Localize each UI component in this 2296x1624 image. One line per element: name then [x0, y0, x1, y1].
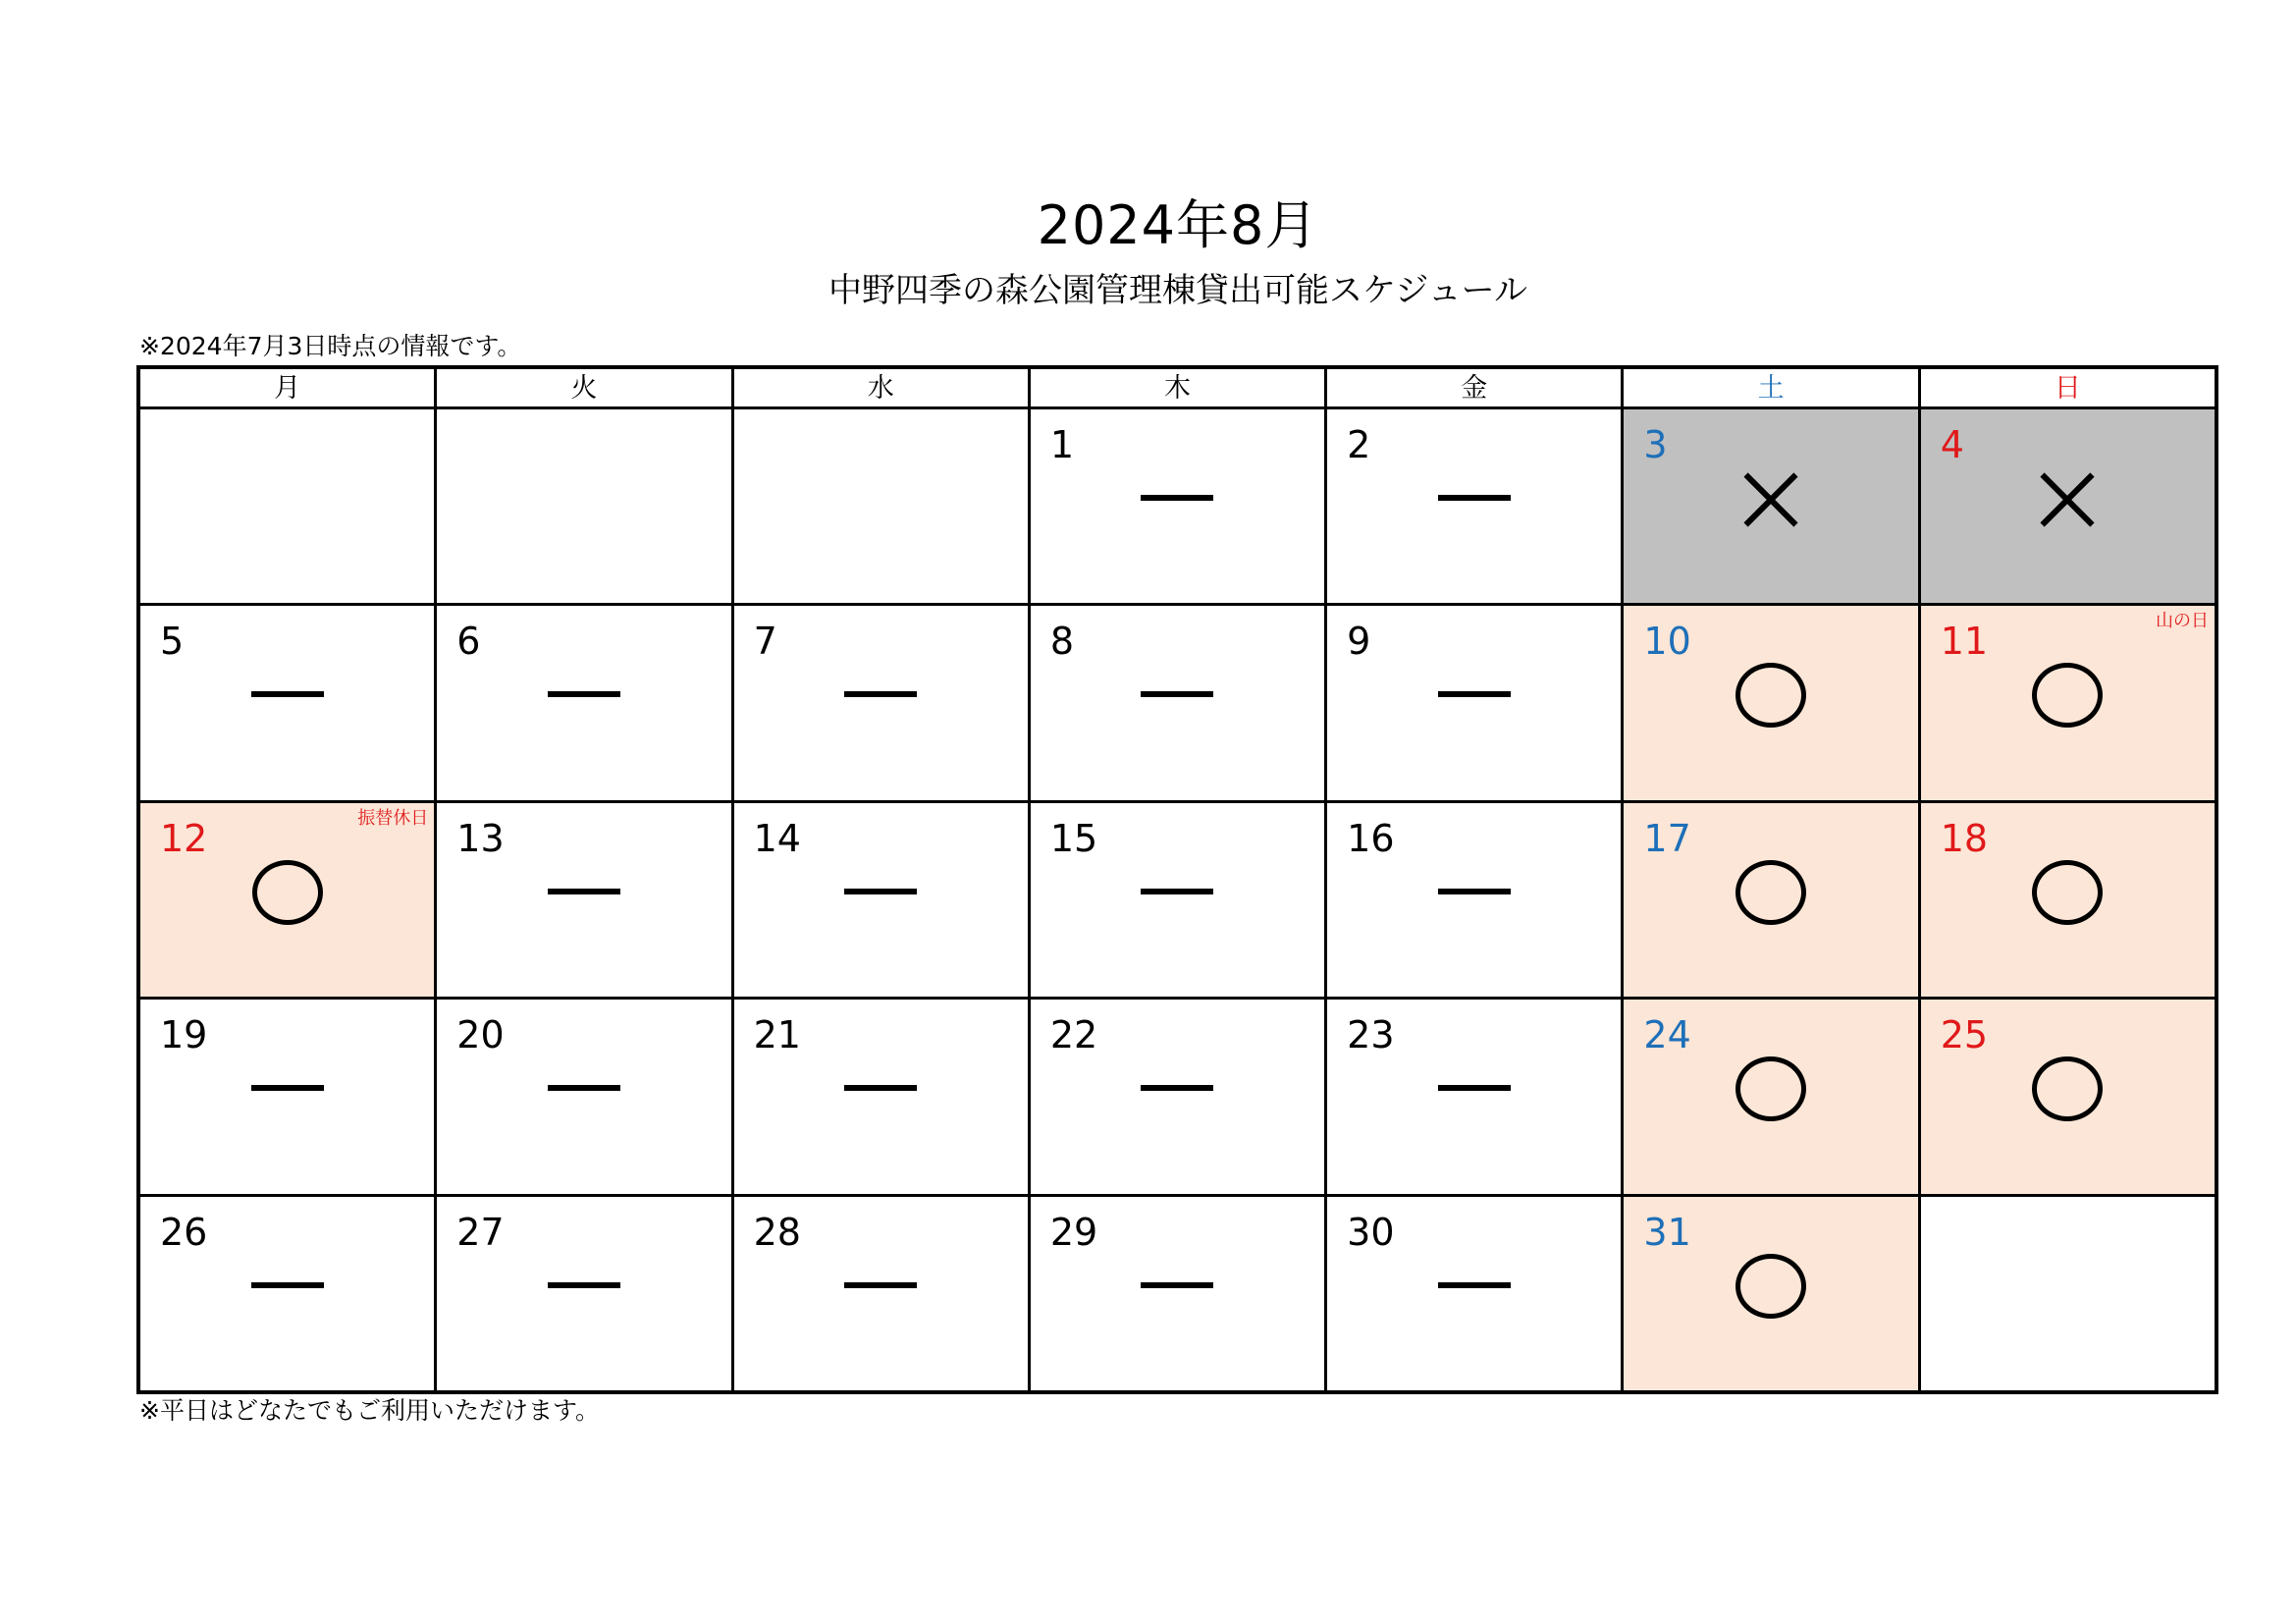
day-number: 28: [753, 1210, 801, 1254]
day-number: 4: [1940, 423, 1964, 466]
day-number: 20: [456, 1013, 505, 1057]
day-number: 14: [753, 816, 801, 860]
day-number: 27: [456, 1210, 505, 1254]
not-applicable-dash-icon: [548, 1282, 620, 1288]
available-circle-icon: [1735, 860, 1806, 925]
day-number: 25: [1940, 1013, 1989, 1057]
day-cell: [1327, 606, 1621, 799]
not-applicable-dash-icon: [1141, 1085, 1213, 1091]
day-number: 30: [1347, 1210, 1395, 1254]
not-applicable-dash-icon: [1438, 889, 1511, 894]
day-cell: [437, 1000, 730, 1193]
day-number: 22: [1049, 1013, 1098, 1057]
day-number: 12: [160, 816, 208, 860]
empty-day-cell: [140, 409, 434, 603]
calendar-subtitle: 中野四季の森公園管理棟貸出可能スケジュール: [828, 271, 1527, 310]
not-applicable-dash-icon: [1438, 691, 1511, 697]
day-cell: [437, 1197, 730, 1390]
not-applicable-dash-icon: [1141, 495, 1213, 501]
weekday-header: 木: [1031, 369, 1324, 406]
day-number: 10: [1643, 620, 1691, 664]
unavailable-cross-icon: [1741, 470, 1800, 529]
day-cell: [734, 1000, 1028, 1193]
day-cell: [1327, 1000, 1621, 1193]
day-cell: [1921, 1000, 2215, 1193]
day-cell: [437, 606, 730, 799]
day-cell: [734, 1197, 1028, 1390]
info-date-note: ※2024年7月3日時点の情報です。: [139, 332, 522, 360]
not-applicable-dash-icon: [251, 1282, 324, 1288]
day-number: 6: [456, 620, 481, 664]
day-cell: [1031, 1000, 1324, 1193]
day-number: 1: [1049, 423, 1075, 466]
not-applicable-dash-icon: [548, 691, 620, 697]
day-cell: [140, 1000, 434, 1193]
day-number: 31: [1643, 1210, 1691, 1254]
available-circle-icon: [2032, 663, 2103, 728]
day-cell: [437, 803, 730, 997]
empty-day-cell: [734, 409, 1028, 603]
available-circle-icon: [252, 860, 323, 925]
day-number: 5: [160, 620, 185, 664]
day-cell: [1624, 803, 1917, 997]
available-circle-icon: [1735, 1254, 1806, 1319]
day-number: 15: [1049, 816, 1098, 860]
day-cell: [1031, 606, 1324, 799]
empty-day-cell: [437, 409, 730, 603]
day-cell: [1624, 409, 1917, 603]
day-cell: [1921, 606, 2215, 799]
not-applicable-dash-icon: [1141, 889, 1213, 894]
day-number: 8: [1049, 620, 1075, 664]
available-circle-icon: [1735, 663, 1806, 728]
day-cell: [1921, 803, 2215, 997]
day-cell: [1327, 803, 1621, 997]
day-cell: [140, 803, 434, 997]
day-number: 29: [1049, 1210, 1098, 1254]
not-applicable-dash-icon: [1438, 1282, 1511, 1288]
not-applicable-dash-icon: [844, 1282, 917, 1288]
day-number: 26: [160, 1210, 208, 1254]
day-number: 16: [1347, 816, 1395, 860]
day-cell: [1327, 409, 1621, 603]
day-cell: [1624, 1000, 1917, 1193]
weekday-header: 日: [1921, 369, 2215, 406]
not-applicable-dash-icon: [548, 1085, 620, 1091]
day-cell: [734, 803, 1028, 997]
not-applicable-dash-icon: [1438, 1085, 1511, 1091]
day-number: 11: [1940, 620, 1989, 664]
weekday-note: ※平日はどなたでもご利用いただけます。: [139, 1396, 600, 1425]
day-cell: [1624, 606, 1917, 799]
not-applicable-dash-icon: [1438, 495, 1511, 501]
day-number: 3: [1643, 423, 1668, 466]
day-cell: [140, 1197, 434, 1390]
weekday-header: 水: [734, 369, 1028, 406]
not-applicable-dash-icon: [1141, 1282, 1213, 1288]
day-number: 13: [456, 816, 505, 860]
day-number: 21: [753, 1013, 801, 1057]
weekday-header: 金: [1327, 369, 1621, 406]
not-applicable-dash-icon: [844, 1085, 917, 1091]
holiday-label: 山の日: [2155, 611, 2209, 632]
day-cell: [734, 606, 1028, 799]
calendar-grid: [136, 365, 2218, 1394]
unavailable-cross-icon: [2038, 470, 2097, 529]
day-cell: [1031, 803, 1324, 997]
day-cell: [1031, 409, 1324, 603]
day-cell: [1624, 1197, 1917, 1390]
available-circle-icon: [2032, 1056, 2103, 1121]
weekday-header: 土: [1624, 369, 1917, 406]
day-cell: [140, 606, 434, 799]
day-number: 17: [1643, 816, 1691, 860]
not-applicable-dash-icon: [251, 1085, 324, 1091]
calendar-title: 2024年8月: [1037, 194, 1319, 256]
available-circle-icon: [2032, 860, 2103, 925]
day-number: 2: [1347, 423, 1371, 466]
day-number: 9: [1347, 620, 1371, 664]
day-number: 18: [1940, 816, 1989, 860]
not-applicable-dash-icon: [251, 691, 324, 697]
weekday-header: 火: [437, 369, 730, 406]
day-number: 19: [160, 1013, 208, 1057]
day-number: 23: [1347, 1013, 1395, 1057]
day-number: 7: [753, 620, 777, 664]
not-applicable-dash-icon: [1141, 691, 1213, 697]
not-applicable-dash-icon: [844, 691, 917, 697]
day-number: 24: [1643, 1013, 1691, 1057]
weekday-header: 月: [140, 369, 434, 406]
available-circle-icon: [1735, 1056, 1806, 1121]
day-cell: [1031, 1197, 1324, 1390]
holiday-label: 振替休日: [357, 807, 429, 829]
not-applicable-dash-icon: [844, 889, 917, 894]
empty-day-cell: [1921, 1197, 2215, 1390]
day-cell: [1921, 409, 2215, 603]
not-applicable-dash-icon: [548, 889, 620, 894]
day-cell: [1327, 1197, 1621, 1390]
